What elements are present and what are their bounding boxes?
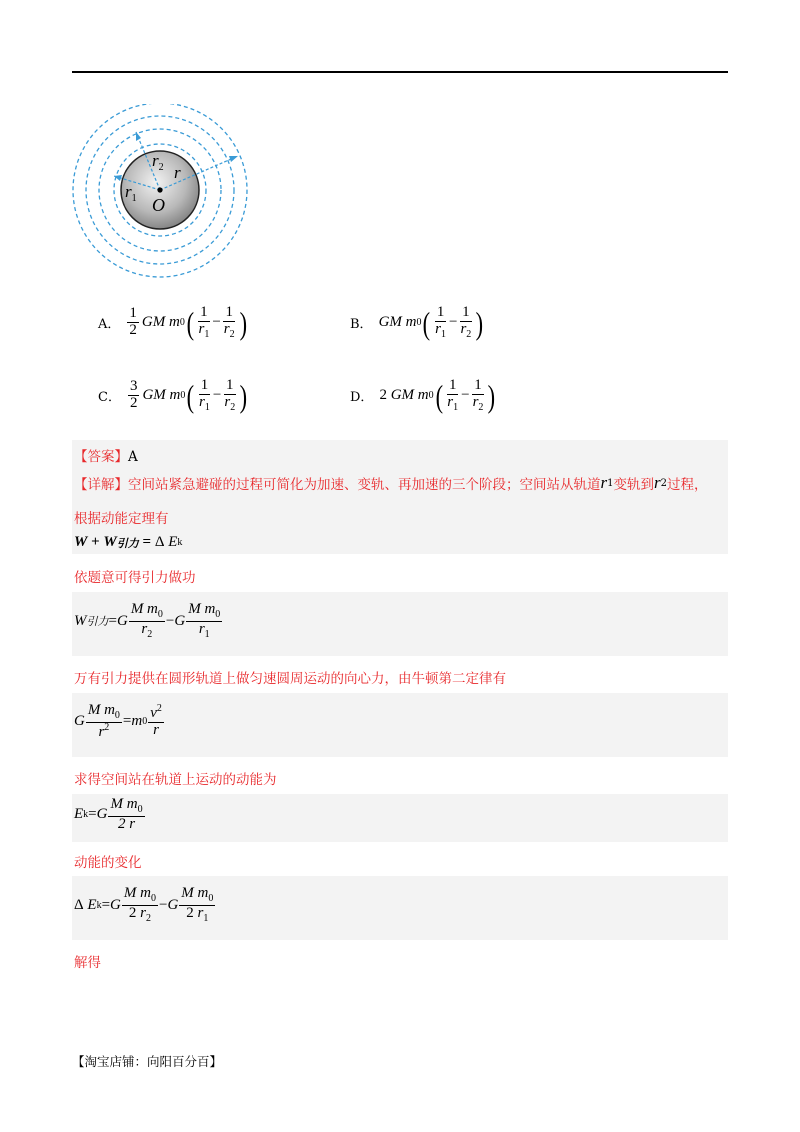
equation-1: W + W 引力 = Δ E k bbox=[74, 534, 183, 550]
text-change: 动能的变化 bbox=[74, 855, 142, 871]
label-o: O bbox=[152, 195, 165, 215]
equation-2: W 引力 = G $\frac{M m_0}{r_2}$ − G $\frac{M m_0}{r_1}$ bbox=[74, 601, 221, 640]
center-dot bbox=[157, 187, 162, 192]
equation-4: E k = G $\frac{M m_0}{2 r}$ bbox=[74, 796, 143, 832]
detail-line-1: 【详解】 空间站紧急避碰的过程可简化为加速、变轨、再加速的三个阶段；空间站从轨道 r 1 变轨到 r 2 过程， bbox=[74, 473, 708, 493]
option-b[interactable]: B． GM m 0 ( $\frac{1}{r_1}$ − $\frac{1}{r_2}$ ) bbox=[350, 304, 484, 341]
arrowhead-r bbox=[229, 156, 238, 162]
text-kinetic: 求得空间站在轨道上运动的动能为 bbox=[74, 772, 277, 788]
header-rule bbox=[72, 71, 728, 73]
text-work: 依题意可得引力做功 bbox=[74, 570, 196, 586]
label-r2: $r_2$ bbox=[152, 151, 164, 173]
arrowhead-r2 bbox=[136, 132, 141, 141]
text-solve: 解得 bbox=[74, 955, 101, 971]
option-c[interactable]: C． $\frac{3}{2}$ GM m 0 ( $\frac{1}{r_1}$ − $\frac{1}{r_2}$ ) bbox=[98, 377, 248, 414]
eq3-block bbox=[72, 693, 728, 757]
option-d[interactable]: D． 2 GM m 0 ( $\frac{1}{r_1}$ − $\frac{1}{r_2}$ ) bbox=[350, 377, 496, 414]
text-centripetal: 万有引力提供在圆形轨道上做匀速圆周运动的向心力，由牛顿第二定律有 bbox=[74, 671, 506, 687]
label-r: r bbox=[174, 163, 181, 182]
label-r1: $r_1$ bbox=[125, 182, 137, 204]
answer-line: 【答案】A bbox=[74, 449, 138, 465]
eq4-block bbox=[72, 794, 728, 842]
orbit-diagram bbox=[70, 104, 255, 284]
footer-shop: 【淘宝店铺：向阳百分百】 bbox=[72, 1054, 223, 1069]
option-a[interactable]: A． $\frac{1}{2}$ GM m 0 ( $\frac{1}{r_1}$ − $\frac{1}{r_2}$ ) bbox=[98, 304, 247, 341]
equation-5: Δ E k = G $\frac{M m_0}{2 r_2}$ − G $\frac{M m_0}{2 r_1}$ bbox=[74, 885, 214, 924]
equation-3: G $\frac{M m_0}{r^2}$ = m 0 $\frac{v^2}{r}$ bbox=[74, 702, 162, 740]
detail-line-2: 根据动能定理有 bbox=[74, 511, 169, 527]
